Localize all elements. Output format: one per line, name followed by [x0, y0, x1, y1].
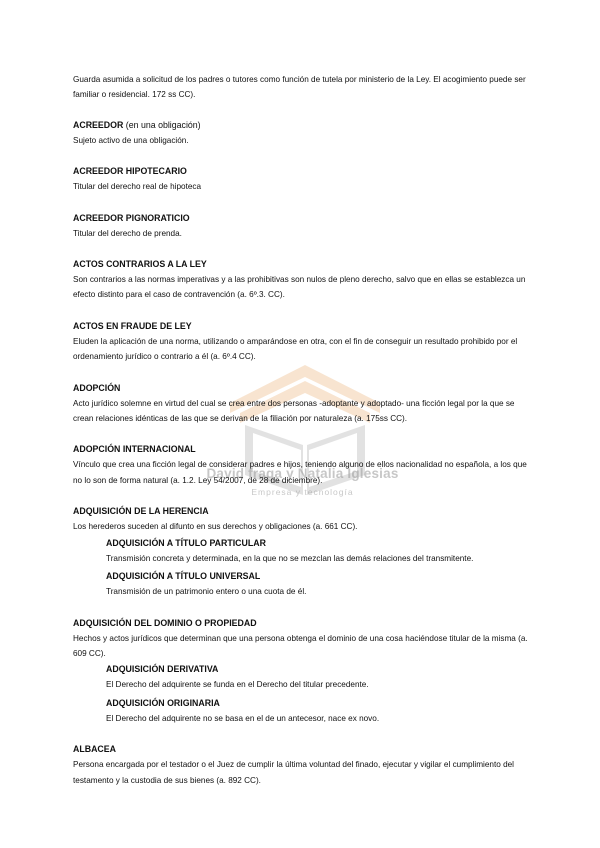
entry-term	[73, 163, 533, 179]
entry-definition: Son contrarios a las normas imperativas y a las prohibitivas son nulos de pleno derecho, salvo que en ellas se establezca un efecto distinto para el caso de contravención (a. 6º.3. CC).	[73, 275, 526, 300]
entry-term	[73, 256, 533, 272]
sub-entry-term: ADQUISICIÓN A TÍTULO UNIVERSAL	[106, 571, 261, 582]
entry-definition: Hechos y actos jurídicos que determinan que una persona obtenga el dominio de una cosa haciéndose titular de la misma (a. 609 CC).	[73, 633, 528, 658]
glossary-entry	[73, 741, 533, 788]
sub-entry-definition: Transmisión concreta y determinada, en la que no se mezclan las demás relaciones del transmitente.	[106, 553, 474, 563]
glossary-entry	[73, 615, 533, 727]
sub-entry-term: ADQUISICIÓN A TÍTULO PARTICULAR	[106, 537, 266, 548]
glossary-entries	[73, 117, 533, 788]
sub-entry	[106, 695, 533, 726]
sub-entry	[106, 535, 533, 566]
entry-definition: Eluden la aplicación de una norma, utilizando o amparándose en otra, con el fin de conseguir un resultado prohibido por el ordenamiento jurídico o contrario a él (a. 6º.4 CC).	[73, 336, 518, 362]
entry-term	[73, 615, 533, 631]
entry-definition: Sujeto activo de una obligación.	[73, 135, 189, 145]
sub-entry-definition: Transmisión de un patrimonio entero o una cuota de él.	[106, 587, 307, 597]
glossary-entry	[73, 117, 533, 148]
entry-term	[73, 117, 533, 133]
entry-term	[73, 318, 533, 334]
entry-definition: Titular del derecho real de hipoteca	[73, 182, 202, 192]
entry-term-text: ACTOS EN FRAUDE DE LEY	[73, 320, 192, 331]
sub-entry-definition: El Derecho del adquirente no se basa en el de un antecesor, nace ex novo.	[106, 713, 380, 723]
entry-definition: Vínculo que crea una ficción legal de considerar padres e hijos, teniendo alguno de ellos nacionalidad no española, a los que no lo son de forma natural (a. 1.2. Ley 54/2007, de 28 de diciembre).	[73, 460, 527, 485]
glossary-entry	[73, 210, 533, 241]
glossary-entry	[73, 256, 533, 303]
entry-term-text: ADOPCIÓN INTERNACIONAL	[73, 444, 196, 455]
glossary-entry	[73, 441, 533, 488]
entry-term-text: ACREEDOR	[73, 119, 124, 130]
entry-term	[73, 741, 533, 757]
entry-term-text: ACTOS CONTRARIOS A LA LEY	[73, 259, 207, 270]
watermark-name: David fraga y Natalia Iglesias	[206, 466, 399, 481]
entry-term-text: ALBACEA	[73, 744, 117, 755]
glossary-entry	[73, 163, 533, 194]
entry-term	[73, 380, 533, 396]
glossary-entry	[73, 318, 533, 365]
entry-definition: Persona encargada por el testador o el Juez de cumplir la última voluntad del finado, ejecutar y vigilar el cumplimiento del testamento y la custodia de sus bienes (a. 892 CC).	[73, 760, 515, 785]
entry-term-note: (en una obligación)	[123, 119, 201, 130]
entry-term-text: ACREEDOR PIGNORATICIO	[73, 212, 190, 223]
entry-definition: Acto jurídico solemne en virtud del cual se crea entre dos personas -adoptante y adoptado- una ficción legal por la que se crean relaciones idénticas de las que se derivan de la filiación por naturaleza (a. 175ss CC).	[73, 398, 515, 424]
entry-definition: Los herederos suceden al difunto en sus derechos y obligaciones (a. 661 CC).	[73, 522, 358, 532]
entry-term-text: ACREEDOR HIPOTECARIO	[73, 166, 187, 177]
entry-term-text: ADQUISICIÓN DEL DOMINIO O PROPIEDAD	[73, 617, 257, 628]
sub-entry	[106, 661, 533, 692]
intro-paragraph: Guarda asumida a solicitud de los padres o tutores como función de tutela por ministerio de la Ley. El acogimiento puede ser familiar o residencial. 172 ss CC).	[73, 75, 526, 100]
watermark-tagline: Empresa y tecnología	[251, 487, 354, 497]
entry-term	[73, 441, 533, 457]
entry-term-text: ADOPCIÓN	[73, 382, 121, 393]
sub-entry-term: ADQUISICIÓN ORIGINARIA	[106, 697, 220, 708]
glossary-entry	[73, 503, 533, 599]
entry-definition: Titular del derecho de prenda.	[73, 228, 182, 238]
glossary-entry	[73, 380, 533, 427]
entry-term	[73, 210, 533, 226]
entry-term	[73, 503, 533, 519]
entry-term-text: ADQUISICIÓN DE LA HERENCIA	[73, 506, 209, 517]
sub-entry-term: ADQUISICIÓN DERIVATIVA	[106, 664, 219, 675]
sub-entry	[106, 568, 533, 599]
glossary-content	[73, 72, 533, 803]
sub-entry-definition: El Derecho del adquirente se funda en el Derecho del titular precedente.	[106, 680, 369, 690]
